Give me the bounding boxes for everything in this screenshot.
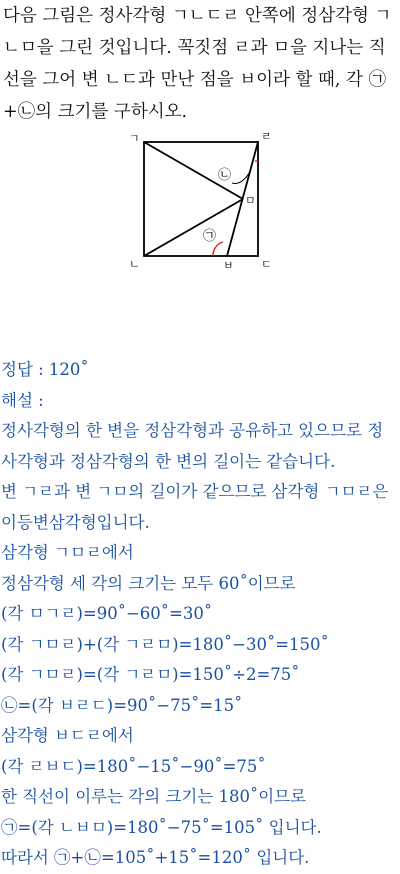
problem-line: 선을 그어 변 ㄴㄷ과 만난 점을 ㅂ이라 할 때, 각 ㉠ <box>3 64 397 96</box>
problem-text <box>3 0 397 128</box>
geometry-figure <box>112 128 282 270</box>
angle-label-2: ㉡ <box>218 168 231 183</box>
solution-line: 정사각형의 한 변을 정삼각형과 공유하고 있으므로 정 <box>1 416 399 447</box>
problem-line: +㉡의 크기를 구하시오. <box>3 96 397 128</box>
label-digeut: ㄷ <box>261 258 272 270</box>
solution-line: 변 ㄱㄹ과 변 ㄱㅁ의 길이가 같으므로 삼각형 ㄱㅁㄹ은 <box>1 477 399 508</box>
solution-line: (각 ㄹㅂㄷ)=180˚−15˚−90˚=75˚ <box>1 752 399 783</box>
solution-line: (각 ㄱㅁㄹ)=(각 ㄱㄹㅁ)=150˚÷2=75˚ <box>1 660 399 691</box>
solution-text <box>1 355 399 874</box>
label-rieul: ㄹ <box>261 130 272 143</box>
explanation-heading: 해설 : <box>1 386 399 417</box>
solution-line: (각 ㅁㄱㄹ)=90˚−60˚=30˚ <box>1 599 399 630</box>
triangle-side-right <box>144 199 243 256</box>
solution-line: 이등변삼각형입니다. <box>1 508 399 539</box>
solution-line: ㉡=(각 ㅂㄹㄷ)=90˚−75˚=15˚ <box>1 691 399 722</box>
label-giyeok: ㄱ <box>129 132 140 145</box>
answer-line: 정답 : 120˚ <box>1 355 399 386</box>
label-mieum: ㅁ <box>245 194 256 207</box>
label-nieun: ㄴ <box>129 258 140 270</box>
solution-line: 정삼각형 세 각의 크기는 모두 60˚이므로 <box>1 569 399 600</box>
angle-mark-1 <box>213 242 223 256</box>
angle-label-1: ㉠ <box>203 229 216 244</box>
square-outline <box>144 142 258 256</box>
solution-line: 사각형과 정삼각형의 한 변의 길이는 같습니다. <box>1 447 399 478</box>
solution-line: 삼각형 ㅂㄷㄹ에서 <box>1 721 399 752</box>
problem-line: ㄴㅁ을 그린 것입니다. 꼭짓점 ㄹ과 ㅁ을 지나는 직 <box>3 32 397 64</box>
solution-line: 삼각형 ㄱㅁㄹ에서 <box>1 538 399 569</box>
solution-line: ㉠=(각 ㄴㅂㅁ)=180˚−75˚=105˚ 입니다. <box>1 813 399 844</box>
solution-line: 한 직선이 이루는 각의 크기는 180˚이므로 <box>1 782 399 813</box>
solution-line: (각 ㄱㅁㄹ)+(각 ㄱㄹㅁ)=180˚−30˚=150˚ <box>1 630 399 661</box>
problem-line: 다음 그림은 정사각형 ㄱㄴㄷㄹ 안쪽에 정삼각형 ㄱ <box>3 0 397 32</box>
solution-line: 따라서 ㉠+㉡=105˚+15˚=120˚ 입니다. <box>1 843 399 874</box>
label-bieup: ㅂ <box>223 259 234 270</box>
